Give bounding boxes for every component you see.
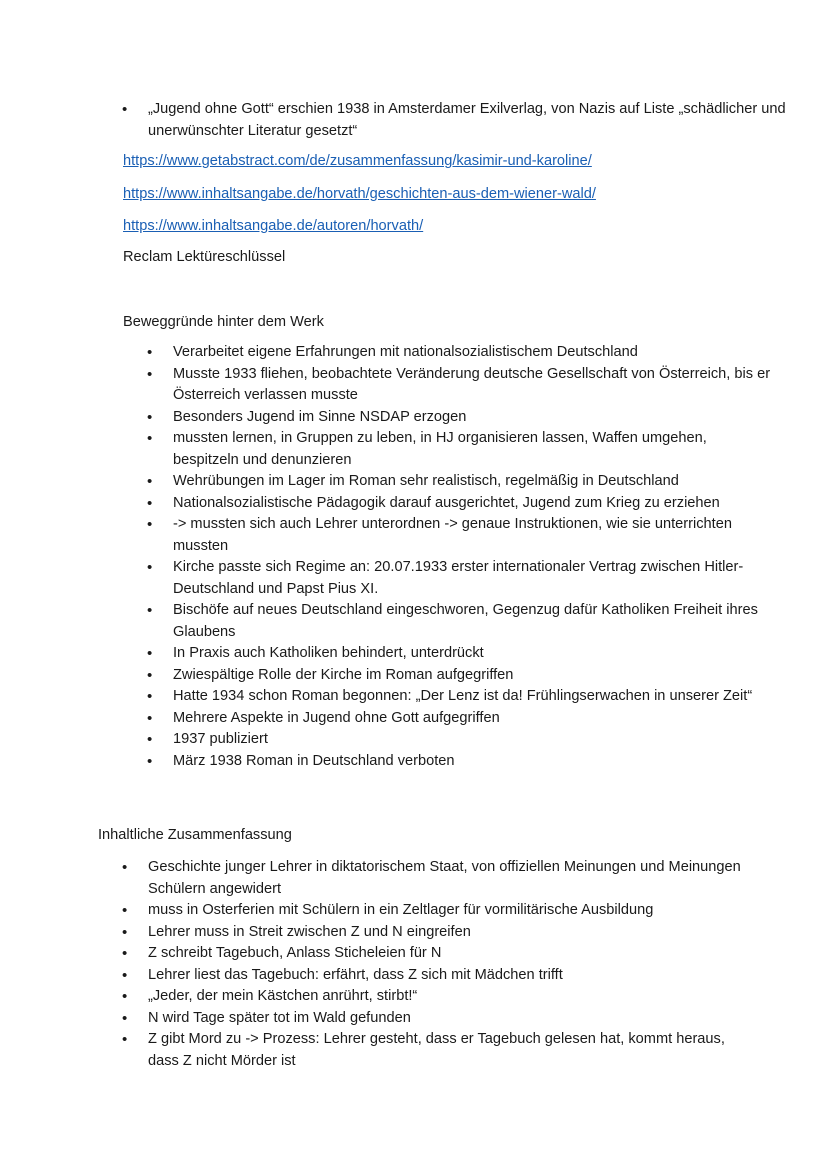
list-item: • Besonders Jugend im Sinne NSDAP erzogen [173,407,773,429]
list-item: • Z gibt Mord zu -> Prozess: Lehrer gesteht, dass er Tagebuch gelesen hat, kommt heraus, dass Z nicht Mörder ist [148,1029,748,1072]
list-item: • Lehrer muss in Streit zwischen Z und N eingreifen [148,922,748,944]
list-item: • In Praxis auch Katholiken behindert, unterdrückt [173,643,773,665]
list-item: • 1937 publiziert [173,729,773,751]
heading-motives: Beweggründe hinter dem Werk [123,314,324,330]
list-item: • „Jugend ohne Gott“ erschien 1938 in Amsterdamer Exilverlag, von Nazis auf Liste „schädlicher und unerwünschter Literatur gesetzt“ [148,99,788,142]
list-item: • muss in Osterferien mit Schülern in ein Zeltlager für vormilitärische Ausbildung [148,900,748,922]
list-item: • Wehrübungen im Lager im Roman sehr realistisch, regelmäßig in Deutschland [173,471,773,493]
list-item: • Musste 1933 fliehen, beobachtete Veränderung deutsche Gesellschaft von Österreich, bis er Österreich verlassen musste [173,364,773,407]
list-item: • -> mussten sich auch Lehrer unterordnen -> genaue Instruktionen, wie sie unterrichten mussten [173,514,773,557]
intro-bullet-list [148,99,788,142]
motives-bullet-list [173,342,773,772]
list-item: • Bischöfe auf neues Deutschland eingeschworen, Gegenzug dafür Katholiken Freiheit ihres Glaubens [173,600,773,643]
link-inhaltsangabe-wiener-wald[interactable]: https://www.inhaltsangabe.de/horvath/geschichten-aus-dem-wiener-wald/ [123,186,596,202]
list-item: • Z schreibt Tagebuch, Anlass Sticheleien für N [148,943,748,965]
list-item: • Kirche passte sich Regime an: 20.07.1933 erster internationaler Vertrag zwischen Hitler-Deutschland und Papst Pius XI. [173,557,773,600]
list-item: • Geschichte junger Lehrer in diktatorischem Staat, von offiziellen Meinungen und Meinungen Schülern angewidert [148,857,748,900]
link-inhaltsangabe-horvath[interactable]: https://www.inhaltsangabe.de/autoren/horvath/ [123,218,424,234]
list-item: • N wird Tage später tot im Wald gefunden [148,1008,748,1030]
heading-summary: Inhaltliche Zusammenfassung [98,827,292,843]
source-note: Reclam Lektüreschlüssel [123,249,286,265]
list-item: • Lehrer liest das Tagebuch: erfährt, dass Z sich mit Mädchen trifft [148,965,748,987]
link-getabstract[interactable]: https://www.getabstract.com/de/zusammenfassung/kasimir-und-karoline/ [123,153,592,169]
list-item: • Zwiespältige Rolle der Kirche im Roman aufgegriffen [173,665,773,687]
summary-bullet-list [148,857,748,1072]
list-item: • Mehrere Aspekte in Jugend ohne Gott aufgegriffen [173,708,773,730]
list-item: • „Jeder, der mein Kästchen anrührt, stirbt!“ [148,986,748,1008]
list-item: • Nationalsozialistische Pädagogik darauf ausgerichtet, Jugend zum Krieg zu erziehen [173,493,773,515]
list-item: • Verarbeitet eigene Erfahrungen mit nationalsozialistischem Deutschland [173,342,773,364]
list-item: • Hatte 1934 schon Roman begonnen: „Der Lenz ist da! Frühlingserwachen in unserer Zeit“ [173,686,773,708]
list-item: • mussten lernen, in Gruppen zu leben, in HJ organisieren lassen, Waffen umgehen, bespitzeln und denunzieren [173,428,773,471]
list-item: • März 1938 Roman in Deutschland verboten [173,751,773,773]
